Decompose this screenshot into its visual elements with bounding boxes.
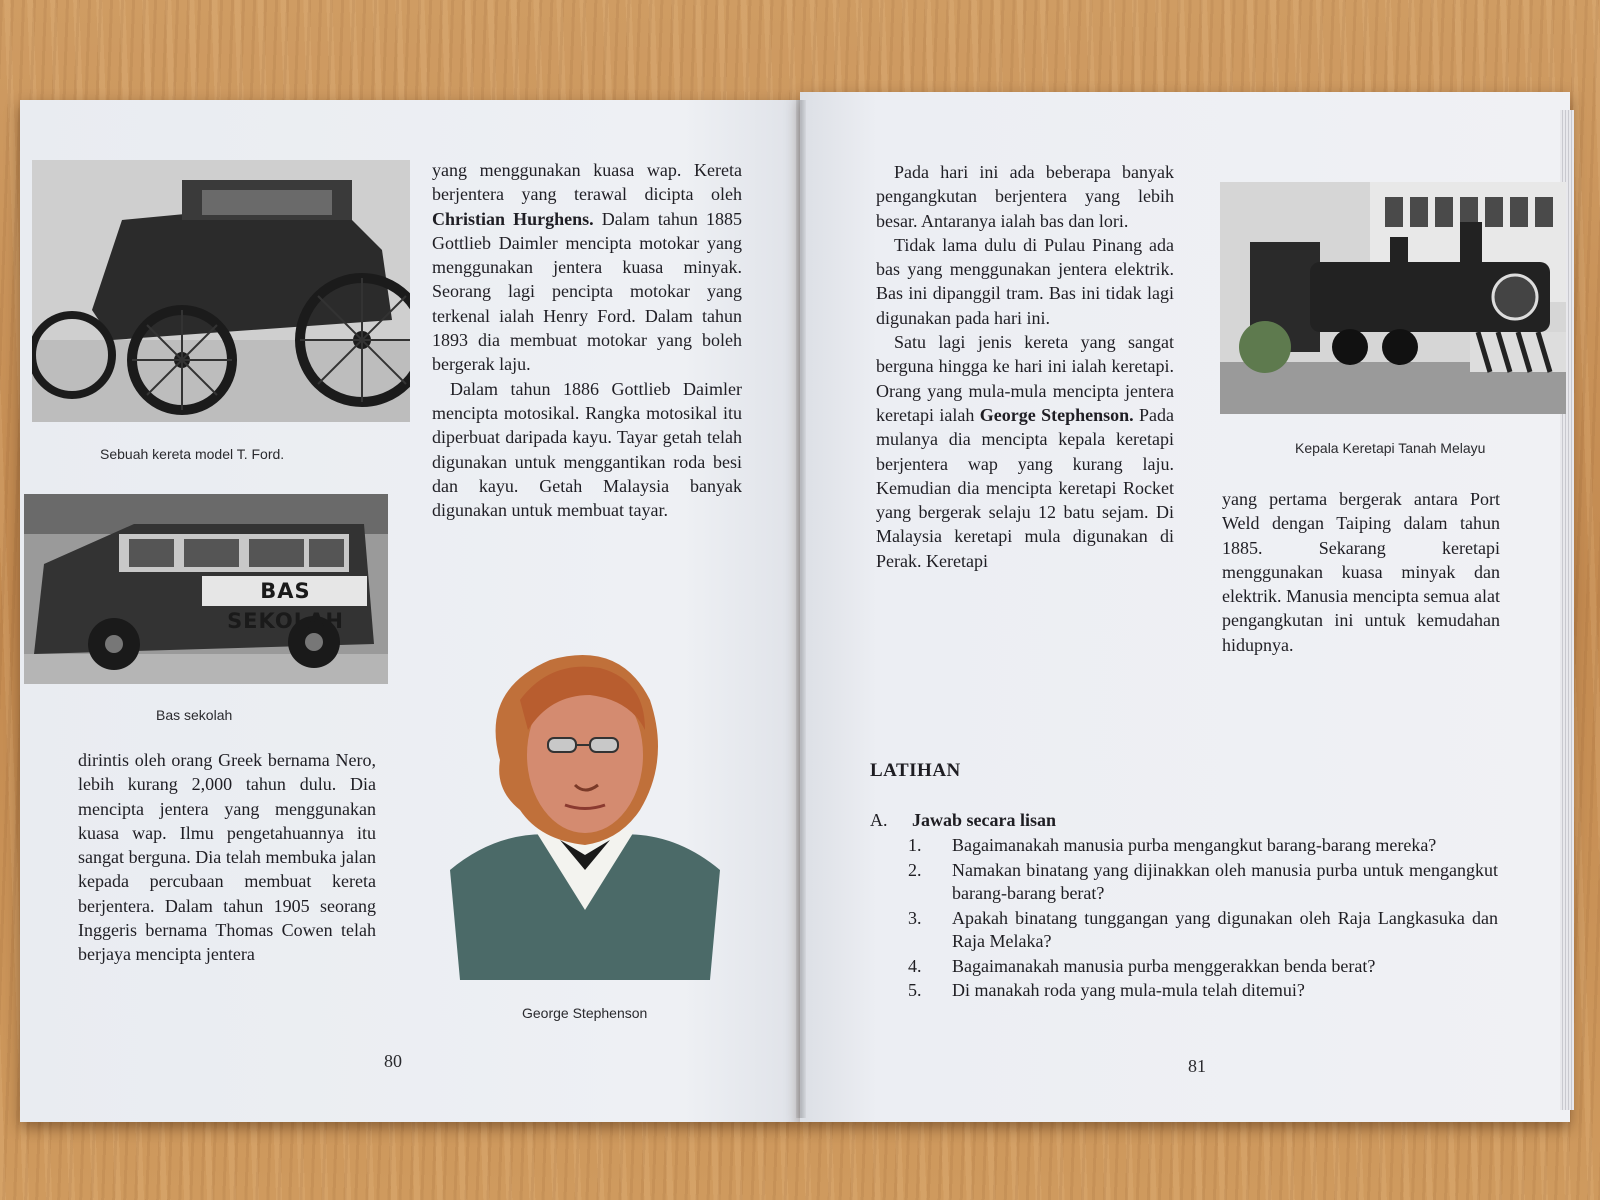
question-item	[908, 955, 1498, 979]
left-col2-p1-text: yang menggunakan kuasa wap. Kereta berjentera yang terawal dicipta oleh	[432, 160, 742, 205]
right-col1-paragraph-3	[876, 330, 1174, 573]
question-item	[908, 979, 1498, 1003]
george-stephenson-portrait	[440, 640, 730, 990]
question-text: Apakah binatang tunggangan yang digunakan oleh Raja Langkasuka dan Raja Melaka?	[952, 907, 1498, 951]
book-spine	[796, 100, 806, 1118]
bus-photo-caption: Bas sekolah	[156, 707, 233, 723]
right-col1-paragraph-2: Tidak lama dulu di Pulau Pinang ada bas yang menggunakan jentera elektrik. Bas ini dipanggil tram. Bas ini tidak lagi digunakan pada hari ini.	[876, 234, 1174, 328]
page-number-81: 81	[1188, 1056, 1206, 1076]
left-page-column-1	[78, 748, 376, 967]
exercise-title: LATIHAN	[870, 760, 961, 781]
question-text: Namakan binatang yang dijinakkan oleh manusia purba untuk mengangkut barang-barang berat?	[952, 859, 1498, 903]
ford-car-photo	[32, 160, 410, 422]
right-col1-p3-text-cont: Pada mulanya dia mencipta kepala keretapi berjentera wap yang kurang laju. Kemudian dia mencipta keretapi Rocket yang bergerak selaju 12 batu sejam. Di Malaysia keretapi mula digunakan di Perak. Keretapi	[876, 404, 1174, 571]
question-text: Di manakah roda yang mula-mula telah ditemui?	[952, 980, 1305, 1000]
question-number: 2.	[908, 859, 922, 880]
left-col1-paragraph: dirintis oleh orang Greek bernama Nero, lebih kurang 2,000 tahun dulu. Dia mencipta jentera yang menggunakan kuasa wap. Ilmu pengetahuannya itu sangat berguna. Dia telah membuka jalan kepada percubaan membuat kereta berjentera. Dalam tahun 1905 seorang Inggeris bernama Thomas Cowen telah berjaya mencipta jentera	[78, 750, 376, 965]
right-page-column-2	[1222, 487, 1500, 657]
locomotive-photo	[1220, 182, 1566, 414]
question-number: 1.	[908, 835, 922, 855]
locomotive-caption: Kepala Keretapi Tanah Melayu	[1295, 440, 1486, 456]
section-title: Jawab secara lisan	[912, 810, 1056, 830]
left-col2-p1-text-cont: Dalam tahun 1885 Gottlieb Daimler mencipta motokar yang menggunakan jentera kuasa minyak. Seorang lagi pencipta motokar yang terkenal ialah Henry Ford. Dalam tahun 1893 dia membuat motokar yang boleh bergerak laju.	[432, 208, 742, 375]
question-item	[908, 907, 1498, 954]
right-page-column-1	[876, 160, 1174, 573]
bus-sign-text: BAS SEKOLAH	[227, 579, 344, 633]
stephenson-caption: George Stephenson	[522, 1005, 648, 1021]
left-col2-paragraph-1	[432, 158, 742, 377]
exercise-section-a	[870, 810, 1056, 831]
question-text: Bagaimanakah manusia purba menggerakkan benda berat?	[952, 955, 1376, 976]
christian-hurghens-name: Christian Hurghens.	[432, 208, 594, 229]
question-number: 3.	[908, 907, 922, 928]
question-text: Bagaimanakah manusia purba mengangkut barang-barang mereka?	[952, 835, 1437, 855]
right-col1-paragraph-1: Pada hari ini ada beberapa banyak pengangkutan berjentera yang lebih besar. Antaranya ialah bas dan lori.	[876, 162, 1174, 231]
right-col1-p3-text: Satu lagi jenis kereta yang sangat berguna hingga ke hari ini ialah keretapi. Orang yang mula-mula mencipta jentera keretapi ialah	[876, 332, 1174, 425]
left-page-column-2	[432, 158, 742, 522]
george-stephenson-name: George Stephenson.	[979, 404, 1134, 425]
school-bus-photo	[24, 494, 388, 684]
left-col2-paragraph-2: Dalam tahun 1886 Gottlieb Daimler mencipta motosikal. Rangka motosikal itu diperbuat daripada kayu. Tayar getah telah digunakan untuk menggantikan roda besi dan kayu. Getah Malaysia banyak digunakan untuk membuat tayar.	[432, 378, 742, 521]
question-number: 5.	[908, 980, 922, 1000]
ford-photo-caption: Sebuah kereta model T. Ford.	[100, 446, 285, 462]
question-list	[908, 834, 1498, 1004]
page-number-80: 80	[384, 1051, 402, 1071]
question-number: 4.	[908, 955, 922, 976]
right-col2-paragraph: yang pertama bergerak antara Port Weld dengan Taiping dalam tahun 1885. Sekarang keretapi menggunakan kuasa minyak dan elektrik. Manusia mencipta semua alat pengangkutan ini untuk kemudahan hidupnya.	[1222, 489, 1500, 655]
question-item	[908, 834, 1498, 858]
question-item	[908, 859, 1498, 906]
section-letter: A.	[870, 810, 888, 830]
